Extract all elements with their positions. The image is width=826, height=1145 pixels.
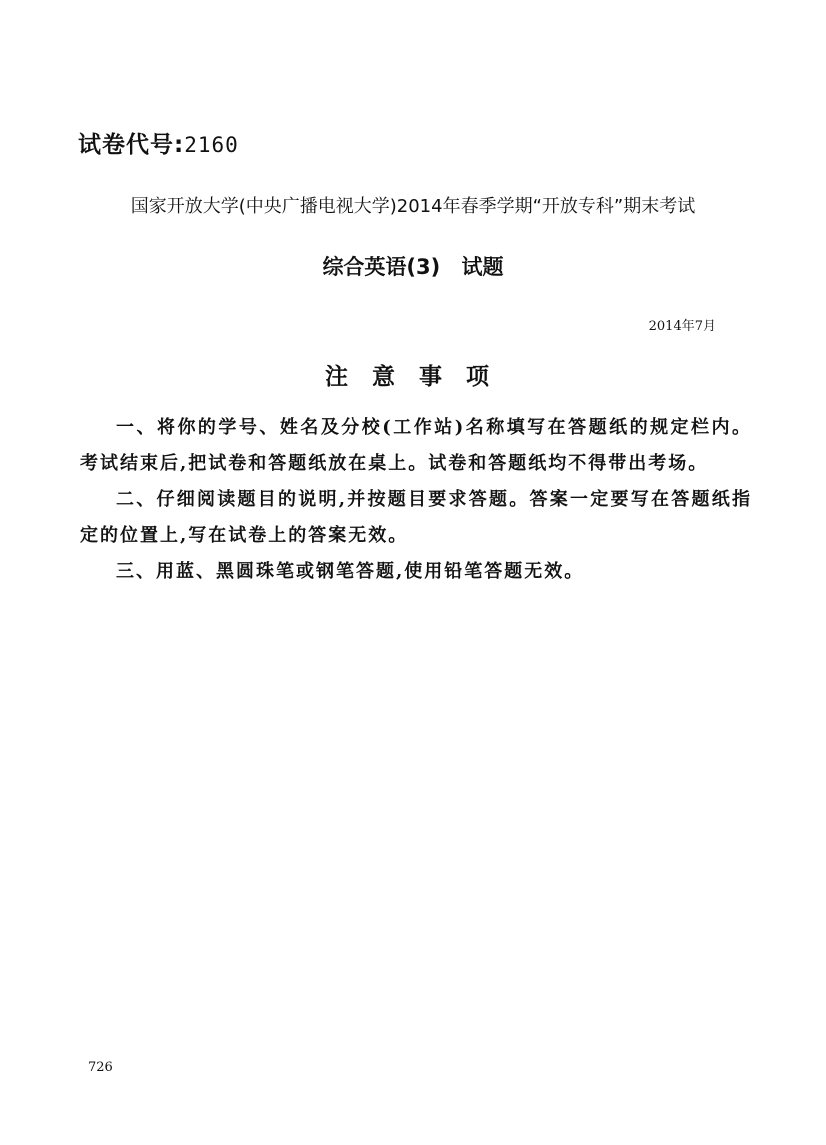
notice-item: 三、用蓝、黑圆珠笔或钢笔答题,使用铅笔答题无效。 — [116, 561, 585, 582]
exam-title: 综合英语(3) 试题 — [322, 255, 504, 279]
notice-item: 二、仔细阅读题目的说明,并按题目要求答题。答案一定要写在答题纸指定的位置上,写在试卷上的答案无效。 — [80, 489, 752, 546]
exam-date: 2014年7月 — [648, 319, 716, 334]
notice-list — [80, 410, 752, 590]
paper-code-value: 2160 — [184, 133, 239, 157]
notice-item: 一、将你的学号、姓名及分校(工作站)名称填写在答题纸的规定栏内。考试结束后,把试卷和答题纸放在桌上。试卷和答题纸均不得带出考场。 — [80, 417, 752, 474]
exam-institution: 国家开放大学(中央广播电视大学)2014年春季学期“开放专科”期末考试 — [130, 196, 696, 217]
paper-code-label: 试卷代号: — [78, 132, 185, 158]
page-number: 726 — [88, 1060, 113, 1075]
notice-heading: 注意事项 — [325, 364, 513, 390]
paper-code — [78, 126, 239, 159]
